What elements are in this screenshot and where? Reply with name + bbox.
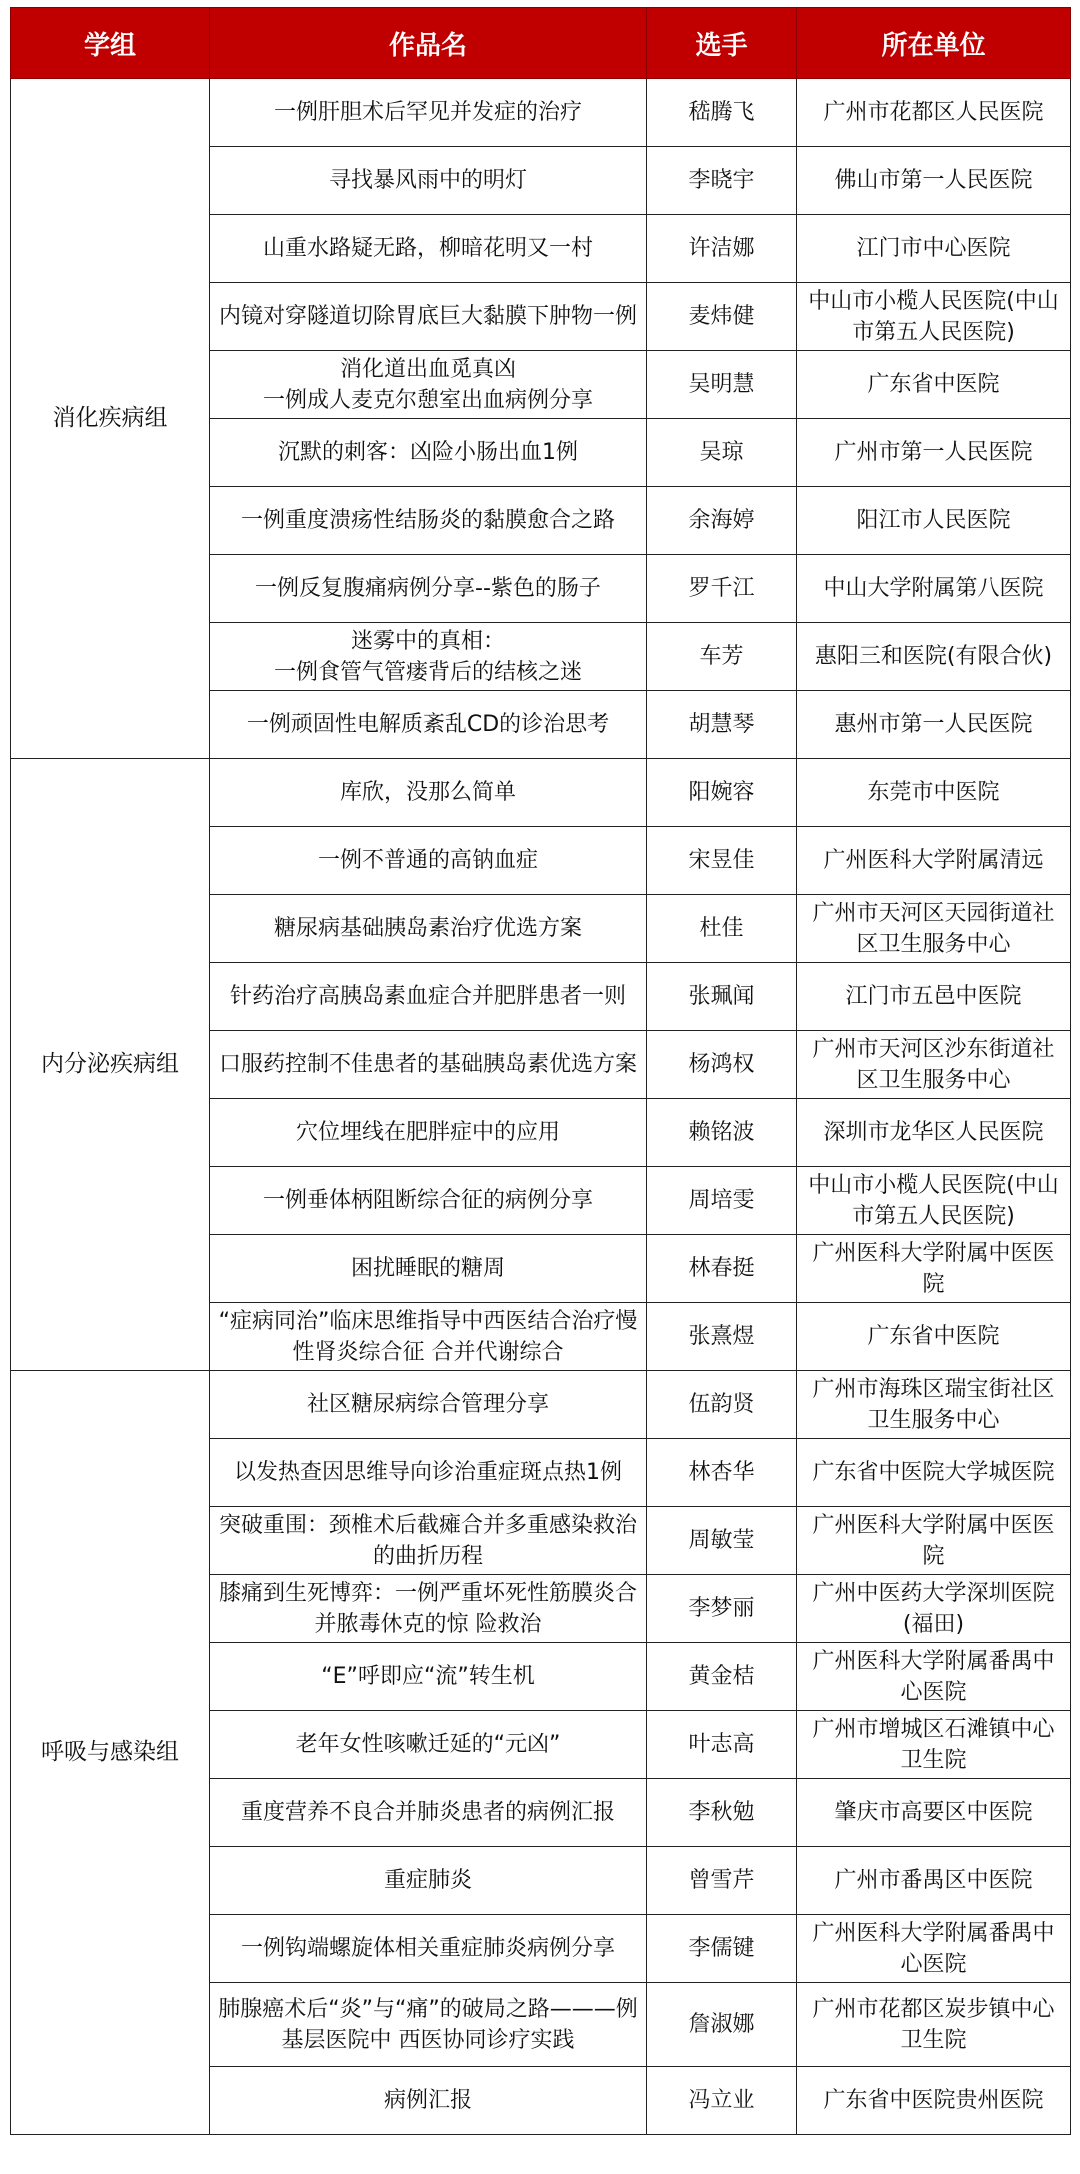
work-cell: 重度营养不良合并肺炎患者的病例汇报 <box>210 1779 647 1847</box>
header-unit: 所在单位 <box>797 8 1071 79</box>
player-cell: 张珮闻 <box>647 963 797 1031</box>
player-cell: 黄金桔 <box>647 1643 797 1711</box>
work-cell: 一例钩端螺旋体相关重症肺炎病例分享 <box>210 1915 647 1983</box>
unit-cell: 广州市花都区人民医院 <box>797 79 1071 147</box>
unit-cell: 广州医科大学附属清远 <box>797 827 1071 895</box>
header-player: 选手 <box>647 8 797 79</box>
player-cell: 伍韵贤 <box>647 1371 797 1439</box>
player-cell: 阳婉容 <box>647 759 797 827</box>
header-group: 学组 <box>11 8 210 79</box>
player-cell: 李梦丽 <box>647 1575 797 1643</box>
work-cell: 一例垂体柄阻断综合征的病例分享 <box>210 1167 647 1235</box>
player-cell: 冯立业 <box>647 2067 797 2135</box>
work-cell: 突破重围：颈椎术后截瘫合并多重感染救治的曲折历程 <box>210 1507 647 1575</box>
work-cell: 困扰睡眠的糖周 <box>210 1235 647 1303</box>
player-cell: 詹淑娜 <box>647 1983 797 2067</box>
work-cell: 库欣，没那么简单 <box>210 759 647 827</box>
work-cell: 内镜对穿隧道切除胃底巨大黏膜下肿物一例 <box>210 283 647 351</box>
unit-cell: 广州医科大学附属中医医院 <box>797 1507 1071 1575</box>
group-cell: 呼吸与感染组 <box>11 1371 210 2135</box>
player-cell: 周培雯 <box>647 1167 797 1235</box>
unit-cell: 广东省中医院贵州医院 <box>797 2067 1071 2135</box>
unit-cell: 广州医科大学附属中医医院 <box>797 1235 1071 1303</box>
player-cell: 宋昱佳 <box>647 827 797 895</box>
group-cell: 消化疾病组 <box>11 79 210 759</box>
work-cell: 一例反复腹痛病例分享--紫色的肠子 <box>210 555 647 623</box>
player-cell: 李儒键 <box>647 1915 797 1983</box>
unit-cell: 广州市第一人民医院 <box>797 419 1071 487</box>
player-cell: 林杏华 <box>647 1439 797 1507</box>
player-cell: 吴明慧 <box>647 351 797 419</box>
unit-cell: 广州医科大学附属番禺中心医院 <box>797 1643 1071 1711</box>
player-cell: 李秋勉 <box>647 1779 797 1847</box>
player-cell: 麦炜健 <box>647 283 797 351</box>
player-cell: 余海婷 <box>647 487 797 555</box>
player-cell: 李晓宇 <box>647 147 797 215</box>
unit-cell: 广州市花都区炭步镇中心卫生院 <box>797 1983 1071 2067</box>
work-cell: “E”呼即应“流”转生机 <box>210 1643 647 1711</box>
unit-cell: 中山市小榄人民医院(中山市第五人民医院) <box>797 1167 1071 1235</box>
unit-cell: 广东省中医院大学城医院 <box>797 1439 1071 1507</box>
work-cell: 一例不普通的高钠血症 <box>210 827 647 895</box>
player-cell: 罗千江 <box>647 555 797 623</box>
unit-cell: 惠阳三和医院(有限合伙) <box>797 623 1071 691</box>
unit-cell: 江门市五邑中医院 <box>797 963 1071 1031</box>
work-cell: 穴位埋线在肥胖症中的应用 <box>210 1099 647 1167</box>
work-cell: 迷雾中的真相： 一例食管气管瘘背后的结核之迷 <box>210 623 647 691</box>
unit-cell: 中山市小榄人民医院(中山市第五人民医院) <box>797 283 1071 351</box>
unit-cell: 广州市番禺区中医院 <box>797 1847 1071 1915</box>
competition-table <box>10 7 1071 2135</box>
unit-cell: 广州市海珠区瑞宝街社区卫生服务中心 <box>797 1371 1071 1439</box>
table-row <box>11 1371 1071 1439</box>
unit-cell: 广州市天河区沙东街道社区卫生服务中心 <box>797 1031 1071 1099</box>
player-cell: 杨鸿权 <box>647 1031 797 1099</box>
work-cell: 一例肝胆术后罕见并发症的治疗 <box>210 79 647 147</box>
table-container <box>10 7 1070 2135</box>
player-cell: 赖铭波 <box>647 1099 797 1167</box>
table-row <box>11 79 1071 147</box>
player-cell: 林春挺 <box>647 1235 797 1303</box>
work-cell: 一例顽固性电解质紊乱CD的诊治思考 <box>210 691 647 759</box>
table-row <box>11 759 1071 827</box>
work-cell: 针药治疗高胰岛素血症合并肥胖患者一则 <box>210 963 647 1031</box>
unit-cell: 广东省中医院 <box>797 351 1071 419</box>
unit-cell: 肇庆市高要区中医院 <box>797 1779 1071 1847</box>
work-cell: 以发热查因思维导向诊治重症斑点热1例 <box>210 1439 647 1507</box>
unit-cell: 东莞市中医院 <box>797 759 1071 827</box>
unit-cell: 广州中医药大学深圳医院(福田) <box>797 1575 1071 1643</box>
work-cell: 一例重度溃疡性结肠炎的黏膜愈合之路 <box>210 487 647 555</box>
work-cell: 糖尿病基础胰岛素治疗优选方案 <box>210 895 647 963</box>
player-cell: 张熹煜 <box>647 1303 797 1371</box>
player-cell: 车芳 <box>647 623 797 691</box>
player-cell: 吴琼 <box>647 419 797 487</box>
player-cell: 许洁娜 <box>647 215 797 283</box>
work-cell: “症病同治”临床思维指导中西医结合治疗慢性肾炎综合征 合并代谢综合 <box>210 1303 647 1371</box>
header-row <box>11 8 1071 79</box>
group-cell: 内分泌疾病组 <box>11 759 210 1371</box>
player-cell: 胡慧琴 <box>647 691 797 759</box>
unit-cell: 阳江市人民医院 <box>797 487 1071 555</box>
unit-cell: 广东省中医院 <box>797 1303 1071 1371</box>
unit-cell: 中山大学附属第八医院 <box>797 555 1071 623</box>
unit-cell: 深圳市龙华区人民医院 <box>797 1099 1071 1167</box>
work-cell: 膝痛到生死博弈：一例严重坏死性筋膜炎合并脓毒休克的惊 险救治 <box>210 1575 647 1643</box>
player-cell: 周敏莹 <box>647 1507 797 1575</box>
work-cell: 消化道出血觅真凶 一例成人麦克尔憩室出血病例分享 <box>210 351 647 419</box>
work-cell: 老年女性咳嗽迁延的“元凶” <box>210 1711 647 1779</box>
unit-cell: 广州医科大学附属番禺中心医院 <box>797 1915 1071 1983</box>
header-work: 作品名 <box>210 8 647 79</box>
player-cell: 叶志高 <box>647 1711 797 1779</box>
work-cell: 病例汇报 <box>210 2067 647 2135</box>
player-cell: 杜佳 <box>647 895 797 963</box>
work-cell: 肺腺癌术后“炎”与“痛”的破局之路———例基层医院中 西医协同诊疗实践 <box>210 1983 647 2067</box>
work-cell: 重症肺炎 <box>210 1847 647 1915</box>
player-cell: 曾雪芹 <box>647 1847 797 1915</box>
unit-cell: 惠州市第一人民医院 <box>797 691 1071 759</box>
unit-cell: 广州市增城区石滩镇中心卫生院 <box>797 1711 1071 1779</box>
unit-cell: 广州市天河区天园街道社区卫生服务中心 <box>797 895 1071 963</box>
work-cell: 沉默的刺客：凶险小肠出血1例 <box>210 419 647 487</box>
unit-cell: 佛山市第一人民医院 <box>797 147 1071 215</box>
unit-cell: 江门市中心医院 <box>797 215 1071 283</box>
player-cell: 嵇腾飞 <box>647 79 797 147</box>
work-cell: 寻找暴风雨中的明灯 <box>210 147 647 215</box>
work-cell: 口服药控制不佳患者的基础胰岛素优选方案 <box>210 1031 647 1099</box>
table-body <box>11 79 1071 2135</box>
work-cell: 山重水路疑无路，柳暗花明又一村 <box>210 215 647 283</box>
work-cell: 社区糖尿病综合管理分享 <box>210 1371 647 1439</box>
